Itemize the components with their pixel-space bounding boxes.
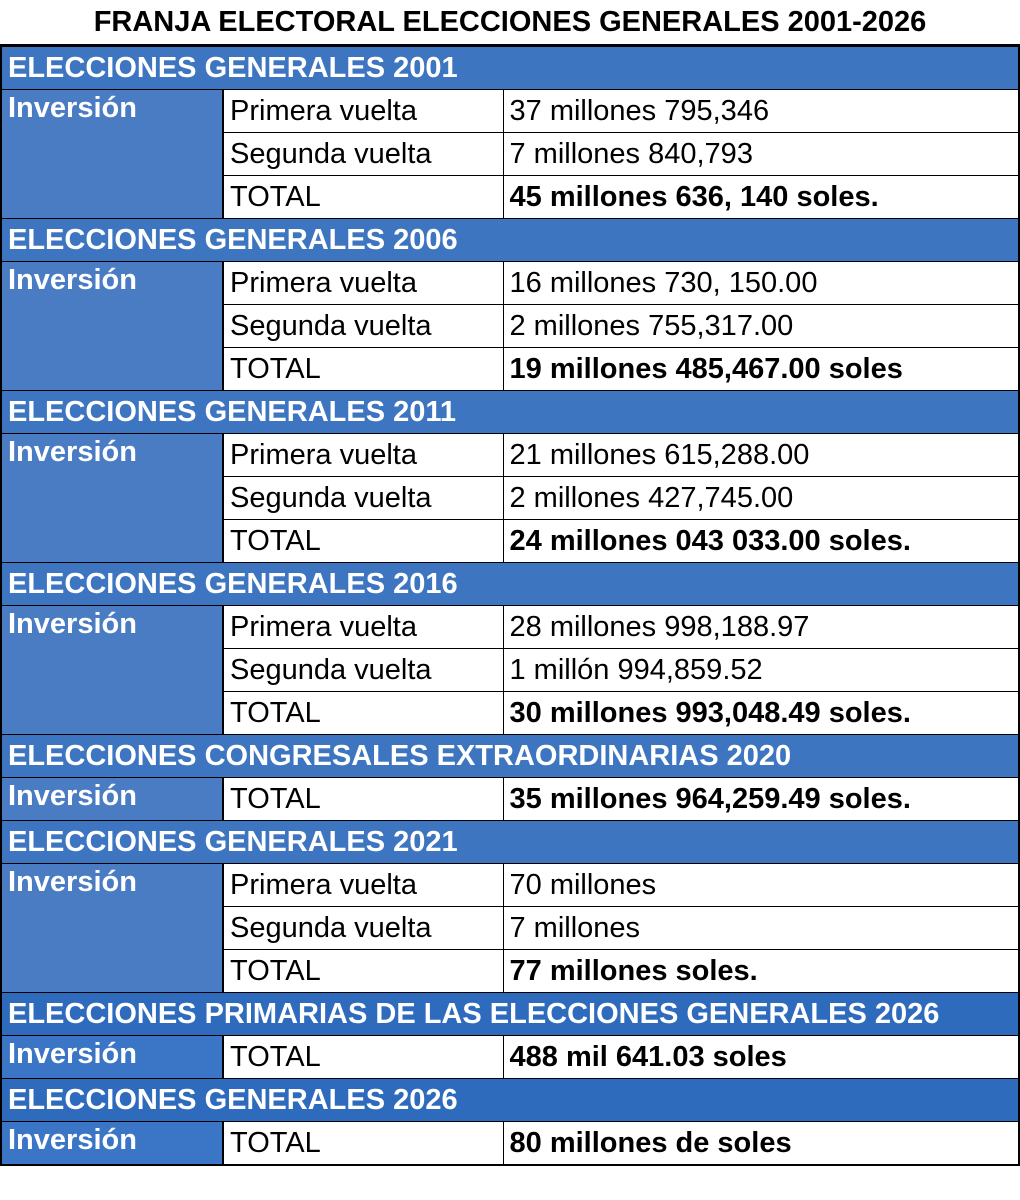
section-header: ELECCIONES CONGRESALES EXTRAORDINARIAS 2020 bbox=[1, 735, 1019, 778]
section-header-row bbox=[1, 563, 1019, 606]
section-header: ELECCIONES GENERALES 2016 bbox=[1, 563, 1019, 606]
round-label: TOTAL bbox=[223, 1036, 503, 1079]
investment-label: Inversión bbox=[1, 262, 223, 391]
total-value: 35 millones 964,259.49 soles. bbox=[503, 778, 1019, 821]
amount-value: 16 millones 730, 150.00 bbox=[503, 262, 1019, 305]
table-body bbox=[1, 47, 1019, 1166]
amount-value: 7 millones 840,793 bbox=[503, 133, 1019, 176]
amount-value: 1 millón 994,859.52 bbox=[503, 649, 1019, 692]
round-label: Primera vuelta bbox=[223, 434, 503, 477]
section-header-row bbox=[1, 1079, 1019, 1122]
section-header-row bbox=[1, 219, 1019, 262]
amount-value: 7 millones bbox=[503, 907, 1019, 950]
section-header: ELECCIONES GENERALES 2001 bbox=[1, 47, 1019, 90]
table-row bbox=[1, 262, 1019, 305]
investment-label: Inversión bbox=[1, 606, 223, 735]
section-header: ELECCIONES GENERALES 2006 bbox=[1, 219, 1019, 262]
election-budget-table bbox=[0, 46, 1020, 1166]
round-label: Segunda vuelta bbox=[223, 477, 503, 520]
round-label: TOTAL bbox=[223, 692, 503, 735]
total-value: 24 millones 043 033.00 soles. bbox=[503, 520, 1019, 563]
investment-label: Inversión bbox=[1, 864, 223, 993]
section-header: ELECCIONES GENERALES 2011 bbox=[1, 391, 1019, 434]
investment-label: Inversión bbox=[1, 1122, 223, 1166]
total-value: 77 millones soles. bbox=[503, 950, 1019, 993]
section-header: ELECCIONES GENERALES 2021 bbox=[1, 821, 1019, 864]
total-value: 30 millones 993,048.49 soles. bbox=[503, 692, 1019, 735]
amount-value: 37 millones 795,346 bbox=[503, 90, 1019, 133]
section-header-row bbox=[1, 47, 1019, 90]
table-row bbox=[1, 1122, 1019, 1166]
page-title: FRANJA ELECTORAL ELECCIONES GENERALES 2001-2026 bbox=[0, 0, 1020, 46]
section-header: ELECCIONES PRIMARIAS DE LAS ELECCIONES GENERALES 2026 bbox=[1, 993, 1019, 1036]
round-label: Segunda vuelta bbox=[223, 907, 503, 950]
total-value: 488 mil 641.03 soles bbox=[503, 1036, 1019, 1079]
round-label: Segunda vuelta bbox=[223, 305, 503, 348]
investment-label: Inversión bbox=[1, 90, 223, 219]
section-header-row bbox=[1, 391, 1019, 434]
amount-value: 2 millones 755,317.00 bbox=[503, 305, 1019, 348]
round-label: TOTAL bbox=[223, 778, 503, 821]
section-header-row bbox=[1, 993, 1019, 1036]
table-row bbox=[1, 1036, 1019, 1079]
round-label: TOTAL bbox=[223, 950, 503, 993]
round-label: Primera vuelta bbox=[223, 262, 503, 305]
amount-value: 28 millones 998,188.97 bbox=[503, 606, 1019, 649]
round-label: Primera vuelta bbox=[223, 864, 503, 907]
table-row bbox=[1, 90, 1019, 133]
table-row bbox=[1, 606, 1019, 649]
investment-label: Inversión bbox=[1, 434, 223, 563]
total-value: 45 millones 636, 140 soles. bbox=[503, 176, 1019, 219]
total-value: 19 millones 485,467.00 soles bbox=[503, 348, 1019, 391]
total-value: 80 millones de soles bbox=[503, 1122, 1019, 1166]
table-row bbox=[1, 434, 1019, 477]
section-header-row bbox=[1, 735, 1019, 778]
amount-value: 2 millones 427,745.00 bbox=[503, 477, 1019, 520]
amount-value: 70 millones bbox=[503, 864, 1019, 907]
round-label: TOTAL bbox=[223, 348, 503, 391]
table-row bbox=[1, 778, 1019, 821]
round-label: TOTAL bbox=[223, 520, 503, 563]
round-label: Primera vuelta bbox=[223, 90, 503, 133]
round-label: TOTAL bbox=[223, 176, 503, 219]
investment-label: Inversión bbox=[1, 1036, 223, 1079]
table-row bbox=[1, 864, 1019, 907]
amount-value: 21 millones 615,288.00 bbox=[503, 434, 1019, 477]
investment-label: Inversión bbox=[1, 778, 223, 821]
round-label: Segunda vuelta bbox=[223, 649, 503, 692]
section-header-row bbox=[1, 821, 1019, 864]
round-label: TOTAL bbox=[223, 1122, 503, 1166]
section-header: ELECCIONES GENERALES 2026 bbox=[1, 1079, 1019, 1122]
round-label: Segunda vuelta bbox=[223, 133, 503, 176]
round-label: Primera vuelta bbox=[223, 606, 503, 649]
